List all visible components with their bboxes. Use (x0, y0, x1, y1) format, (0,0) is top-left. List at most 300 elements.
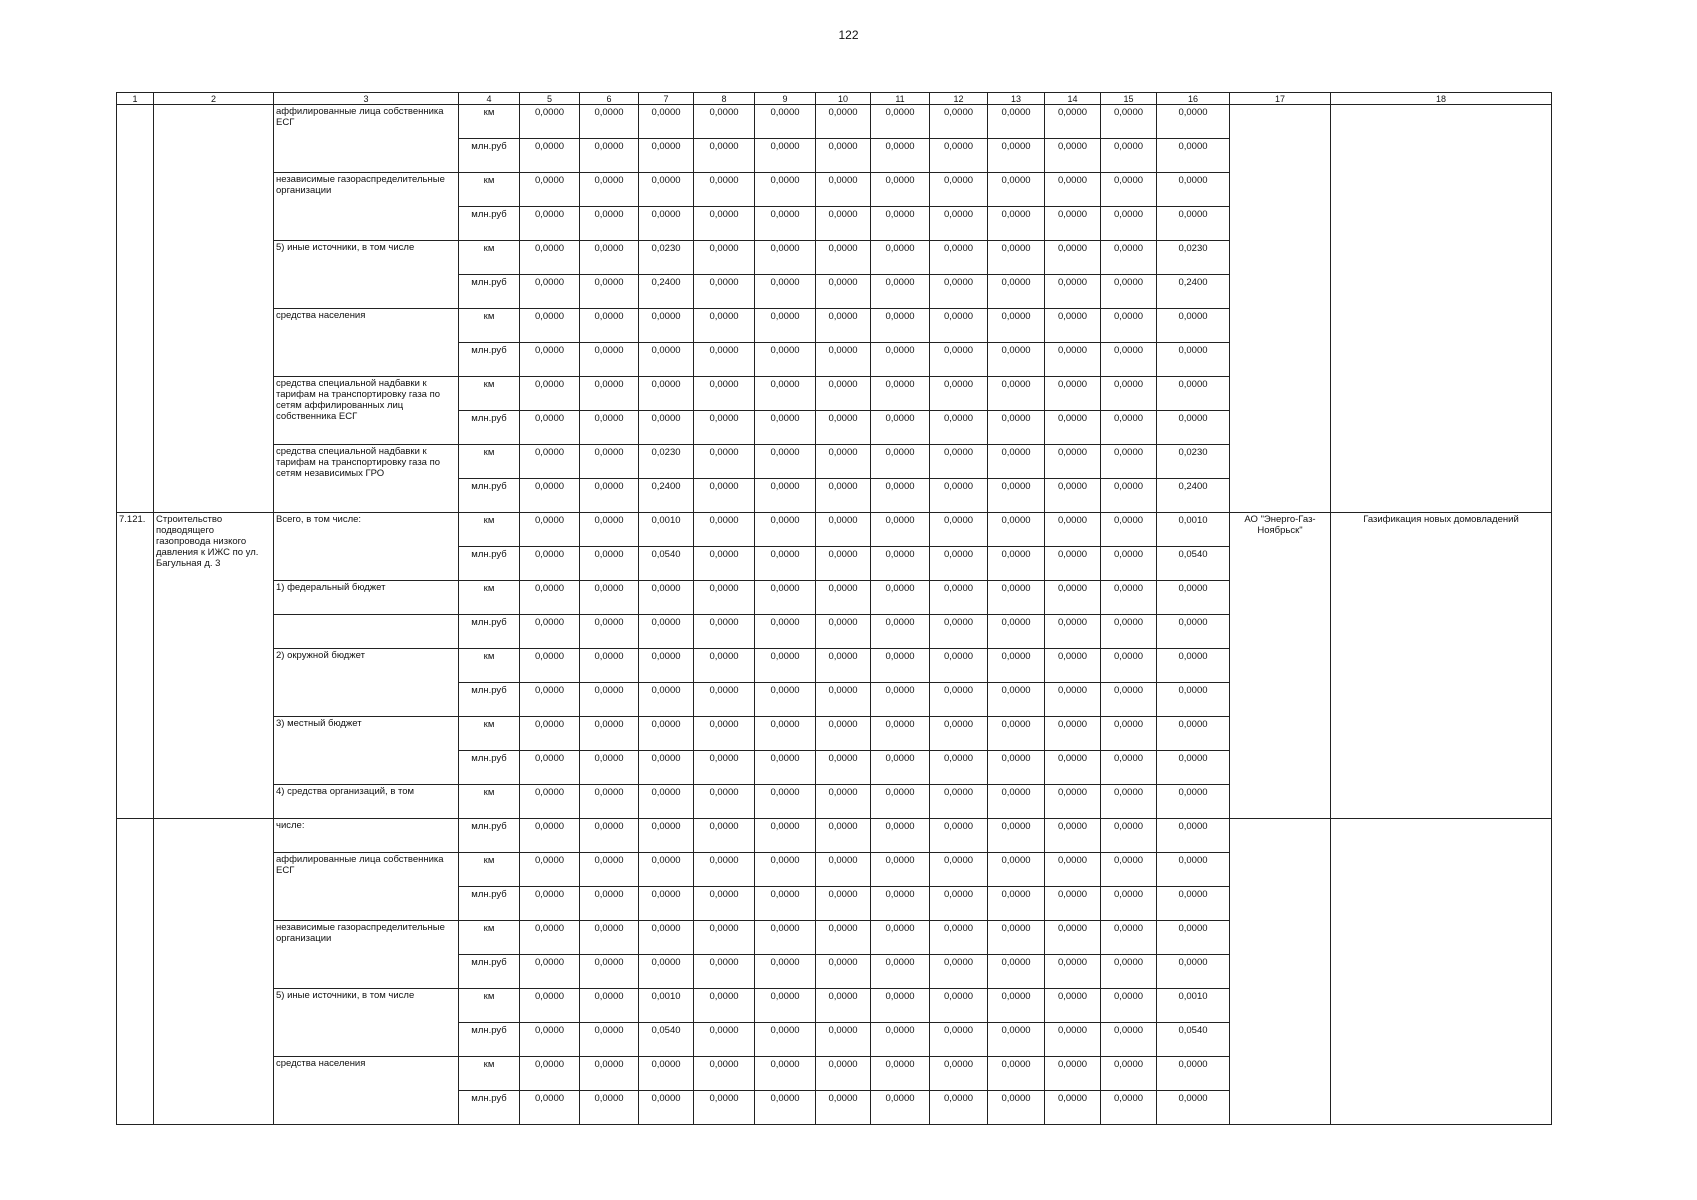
value-cell: 0,0000 (580, 717, 639, 751)
value-cell: 0,0000 (1045, 1091, 1101, 1125)
value-cell: 0,0000 (639, 819, 694, 853)
value-cell: 0,0540 (639, 1023, 694, 1057)
funding-source: средства населения (274, 1057, 459, 1125)
value-cell: 0,0000 (871, 343, 930, 377)
unit: км (459, 309, 520, 343)
column-number-10: 10 (816, 93, 871, 105)
value-cell: 0,0000 (871, 105, 930, 139)
value-cell: 0,0000 (988, 1057, 1045, 1091)
value-cell: 0,0000 (755, 785, 816, 819)
item-name (154, 105, 274, 513)
unit: км (459, 377, 520, 411)
value-cell: 0,0000 (580, 479, 639, 513)
value-cell: 0,0000 (580, 853, 639, 887)
value-cell: 0,0000 (988, 649, 1045, 683)
value-cell: 0,0540 (639, 547, 694, 581)
value-cell: 0,0000 (871, 683, 930, 717)
funding-source: независимые газораспределительные организации (274, 173, 459, 241)
value-cell: 0,0000 (1101, 581, 1157, 615)
value-cell: 0,0000 (930, 921, 988, 955)
value-cell: 0,0000 (988, 309, 1045, 343)
value-cell: 0,0000 (580, 921, 639, 955)
value-cell: 0,0000 (930, 649, 988, 683)
value-cell: 0,0000 (816, 479, 871, 513)
value-cell: 0,0000 (1045, 207, 1101, 241)
value-cell: 0,0000 (520, 785, 580, 819)
item-number (117, 105, 154, 513)
value-cell: 0,0000 (1101, 989, 1157, 1023)
value-cell: 0,0000 (1101, 955, 1157, 989)
value-cell: 0,0000 (580, 445, 639, 479)
table-row (117, 819, 1552, 853)
value-cell: 0,0000 (755, 649, 816, 683)
value-cell: 0,0000 (520, 207, 580, 241)
value-cell: 0,0000 (755, 955, 816, 989)
value-cell: 0,0000 (871, 513, 930, 547)
value-cell: 0,0000 (1157, 139, 1230, 173)
value-cell: 0,0000 (694, 785, 755, 819)
value-cell: 0,0230 (639, 445, 694, 479)
value-cell: 0,0000 (1045, 819, 1101, 853)
value-cell: 0,0000 (520, 241, 580, 275)
unit: км (459, 717, 520, 751)
value-cell: 0,0000 (520, 513, 580, 547)
value-cell: 0,0000 (988, 1091, 1045, 1125)
value-cell: 0,0000 (816, 921, 871, 955)
value-cell: 0,0000 (1101, 649, 1157, 683)
value-cell: 0,0000 (694, 173, 755, 207)
value-cell: 0,0000 (520, 479, 580, 513)
value-cell: 0,0000 (1157, 411, 1230, 445)
value-cell: 0,0000 (1157, 377, 1230, 411)
responsible-organization (1230, 819, 1331, 1125)
value-cell: 0,0000 (871, 173, 930, 207)
value-cell: 0,0000 (755, 853, 816, 887)
funding-source: независимые газораспределительные организации (274, 921, 459, 989)
value-cell: 0,0000 (694, 581, 755, 615)
unit: млн.руб (459, 479, 520, 513)
value-cell: 0,0000 (639, 1057, 694, 1091)
value-cell: 0,0000 (871, 785, 930, 819)
value-cell: 0,0000 (520, 853, 580, 887)
value-cell: 0,0000 (1101, 615, 1157, 649)
value-cell: 0,0000 (1045, 343, 1101, 377)
value-cell: 0,0000 (580, 411, 639, 445)
value-cell: 0,0000 (1101, 921, 1157, 955)
table-row (117, 513, 1552, 547)
value-cell: 0,0000 (930, 241, 988, 275)
value-cell: 0,0000 (930, 207, 988, 241)
unit: млн.руб (459, 207, 520, 241)
value-cell: 0,0000 (1157, 751, 1230, 785)
value-cell: 0,0000 (930, 955, 988, 989)
unit: млн.руб (459, 819, 520, 853)
value-cell: 0,0000 (694, 309, 755, 343)
item-name: Строительство подводящего газопровода низкого давления к ИЖС по ул. Багульная д. 3 (154, 513, 274, 819)
unit: км (459, 785, 520, 819)
value-cell: 0,0000 (816, 173, 871, 207)
unit: км (459, 105, 520, 139)
value-cell: 0,0000 (580, 819, 639, 853)
unit: млн.руб (459, 547, 520, 581)
value-cell: 0,0000 (1045, 105, 1101, 139)
value-cell: 0,0000 (580, 751, 639, 785)
value-cell: 0,0010 (639, 513, 694, 547)
value-cell: 0,0000 (1101, 411, 1157, 445)
value-cell: 0,0000 (930, 683, 988, 717)
column-number-6: 6 (580, 93, 639, 105)
value-cell: 0,0000 (988, 989, 1045, 1023)
value-cell: 0,0000 (988, 887, 1045, 921)
unit: млн.руб (459, 615, 520, 649)
value-cell: 0,0000 (694, 819, 755, 853)
value-cell: 0,0000 (871, 445, 930, 479)
value-cell: 0,0000 (988, 547, 1045, 581)
value-cell: 0,0000 (871, 1091, 930, 1125)
funding-source: 4) средства организаций, в том (274, 785, 459, 819)
value-cell: 0,0000 (816, 887, 871, 921)
unit: км (459, 581, 520, 615)
value-cell: 0,0010 (1157, 513, 1230, 547)
value-cell: 0,0000 (755, 479, 816, 513)
value-cell: 0,0000 (871, 717, 930, 751)
value-cell: 0,0000 (930, 309, 988, 343)
value-cell: 0,0000 (639, 309, 694, 343)
value-cell: 0,0000 (816, 581, 871, 615)
value-cell: 0,0000 (694, 717, 755, 751)
value-cell: 0,0000 (580, 309, 639, 343)
value-cell: 0,0000 (816, 139, 871, 173)
value-cell: 0,0000 (694, 921, 755, 955)
column-number-2: 2 (154, 93, 274, 105)
unit: км (459, 445, 520, 479)
value-cell: 0,0000 (988, 955, 1045, 989)
value-cell: 0,0000 (580, 1023, 639, 1057)
value-cell: 0,0000 (1101, 683, 1157, 717)
value-cell: 0,0000 (930, 1091, 988, 1125)
value-cell: 0,0000 (1157, 207, 1230, 241)
value-cell: 0,0000 (1101, 513, 1157, 547)
value-cell: 0,0000 (988, 105, 1045, 139)
value-cell: 0,0000 (1101, 207, 1157, 241)
value-cell: 0,0000 (580, 581, 639, 615)
value-cell: 0,0000 (816, 207, 871, 241)
value-cell: 0,0000 (520, 887, 580, 921)
value-cell: 0,0000 (930, 479, 988, 513)
value-cell: 0,0000 (871, 275, 930, 309)
column-number-5: 5 (520, 93, 580, 105)
value-cell: 0,0000 (694, 989, 755, 1023)
funding-source: 2) окружной бюджет (274, 649, 459, 717)
column-number-17: 17 (1230, 93, 1331, 105)
value-cell: 0,0000 (639, 581, 694, 615)
value-cell: 0,0000 (816, 377, 871, 411)
value-cell: 0,0000 (1157, 887, 1230, 921)
value-cell: 0,0000 (1045, 173, 1101, 207)
value-cell: 0,0000 (816, 411, 871, 445)
value-cell: 0,0000 (930, 377, 988, 411)
value-cell: 0,0000 (755, 105, 816, 139)
value-cell: 0,0000 (1045, 275, 1101, 309)
value-cell: 0,0000 (816, 785, 871, 819)
value-cell: 0,0000 (694, 241, 755, 275)
value-cell: 0,0000 (755, 411, 816, 445)
value-cell: 0,0000 (755, 1057, 816, 1091)
value-cell: 0,0000 (755, 615, 816, 649)
value-cell: 0,0230 (1157, 241, 1230, 275)
value-cell: 0,0000 (694, 139, 755, 173)
value-cell: 0,0000 (930, 445, 988, 479)
value-cell: 0,0000 (1045, 309, 1101, 343)
value-cell: 0,0000 (871, 377, 930, 411)
column-number-12: 12 (930, 93, 988, 105)
value-cell: 0,0000 (816, 105, 871, 139)
project-purpose (1331, 105, 1552, 513)
value-cell: 0,0000 (755, 139, 816, 173)
value-cell: 0,0000 (755, 445, 816, 479)
value-cell: 0,0000 (930, 343, 988, 377)
value-cell: 0,0000 (694, 377, 755, 411)
value-cell: 0,0000 (988, 411, 1045, 445)
value-cell: 0,0000 (1157, 921, 1230, 955)
value-cell: 0,0000 (1157, 649, 1230, 683)
value-cell: 0,0000 (755, 717, 816, 751)
value-cell: 0,0000 (1045, 649, 1101, 683)
value-cell: 0,0000 (1101, 105, 1157, 139)
value-cell: 0,0000 (816, 955, 871, 989)
value-cell: 0,0000 (816, 513, 871, 547)
funding-source: 1) федеральный бюджет (274, 581, 459, 615)
value-cell: 0,0000 (639, 411, 694, 445)
value-cell: 0,0000 (520, 717, 580, 751)
value-cell: 0,0000 (1157, 1091, 1230, 1125)
value-cell: 0,0000 (988, 241, 1045, 275)
value-cell: 0,0000 (755, 173, 816, 207)
value-cell: 0,0000 (1101, 1091, 1157, 1125)
value-cell: 0,0000 (639, 853, 694, 887)
value-cell: 0,0000 (988, 683, 1045, 717)
value-cell: 0,0000 (871, 921, 930, 955)
value-cell: 0,0000 (1101, 785, 1157, 819)
value-cell: 0,0000 (755, 921, 816, 955)
value-cell: 0,0000 (816, 309, 871, 343)
value-cell: 0,0000 (694, 411, 755, 445)
value-cell: 0,0000 (816, 717, 871, 751)
column-number-13: 13 (988, 93, 1045, 105)
value-cell: 0,0000 (930, 751, 988, 785)
funding-source: 3) местный бюджет (274, 717, 459, 785)
value-cell: 0,0000 (639, 717, 694, 751)
value-cell: 0,0000 (930, 1057, 988, 1091)
column-number-18: 18 (1331, 93, 1552, 105)
value-cell: 0,0000 (1045, 955, 1101, 989)
value-cell: 0,0000 (988, 275, 1045, 309)
value-cell: 0,0000 (520, 989, 580, 1023)
value-cell: 0,0000 (1157, 785, 1230, 819)
value-cell: 0,0000 (1157, 683, 1230, 717)
column-number-1: 1 (117, 93, 154, 105)
value-cell: 0,0000 (580, 241, 639, 275)
value-cell: 0,0000 (580, 1057, 639, 1091)
value-cell: 0,0000 (580, 513, 639, 547)
value-cell: 0,0000 (639, 207, 694, 241)
value-cell: 0,0000 (520, 105, 580, 139)
value-cell: 0,0000 (694, 1091, 755, 1125)
value-cell: 0,0000 (988, 207, 1045, 241)
value-cell: 0,0000 (816, 343, 871, 377)
value-cell: 0,0000 (1157, 173, 1230, 207)
value-cell: 0,0000 (930, 139, 988, 173)
value-cell: 0,2400 (1157, 479, 1230, 513)
value-cell: 0,0000 (639, 105, 694, 139)
value-cell: 0,0000 (1157, 105, 1230, 139)
value-cell: 0,0000 (930, 513, 988, 547)
value-cell: 0,0000 (930, 717, 988, 751)
unit: млн.руб (459, 751, 520, 785)
funding-source: аффилированные лица собственника ЕСГ (274, 105, 459, 173)
value-cell: 0,0000 (639, 377, 694, 411)
value-cell: 0,0000 (816, 683, 871, 717)
unit: км (459, 241, 520, 275)
value-cell: 0,0000 (1045, 853, 1101, 887)
value-cell: 0,0000 (816, 1091, 871, 1125)
value-cell: 0,0000 (694, 751, 755, 785)
project-purpose: Газификация новых домовладений (1331, 513, 1552, 819)
value-cell: 0,0000 (755, 309, 816, 343)
value-cell: 0,2400 (1157, 275, 1230, 309)
value-cell: 0,0000 (694, 853, 755, 887)
value-cell: 0,0000 (694, 683, 755, 717)
value-cell: 0,0000 (871, 581, 930, 615)
value-cell: 0,0000 (816, 751, 871, 785)
value-cell: 0,0000 (755, 887, 816, 921)
value-cell: 0,0000 (580, 1091, 639, 1125)
value-cell: 0,0000 (1045, 241, 1101, 275)
value-cell: 0,0000 (930, 581, 988, 615)
unit: км (459, 1057, 520, 1091)
value-cell: 0,0000 (520, 377, 580, 411)
column-number-8: 8 (694, 93, 755, 105)
item-name (154, 819, 274, 1125)
column-number-9: 9 (755, 93, 816, 105)
funding-source: средства специальной надбавки к тарифам на транспортировку газа по сетям независимых ГРО (274, 445, 459, 513)
value-cell: 0,0000 (1101, 717, 1157, 751)
value-cell: 0,0000 (1101, 887, 1157, 921)
value-cell: 0,0000 (755, 207, 816, 241)
value-cell: 0,0000 (639, 955, 694, 989)
value-cell: 0,0000 (755, 1023, 816, 1057)
value-cell: 0,0000 (871, 411, 930, 445)
value-cell: 0,0000 (930, 547, 988, 581)
funding-source: Всего, в том числе: (274, 513, 459, 581)
value-cell: 0,0000 (580, 785, 639, 819)
value-cell: 0,0000 (580, 887, 639, 921)
column-number-11: 11 (871, 93, 930, 105)
value-cell: 0,0000 (1045, 1057, 1101, 1091)
value-cell: 0,0000 (694, 955, 755, 989)
value-cell: 0,0000 (580, 275, 639, 309)
value-cell: 0,0000 (1157, 1057, 1230, 1091)
value-cell: 0,0000 (694, 615, 755, 649)
value-cell: 0,0000 (1101, 445, 1157, 479)
value-cell: 0,0000 (1157, 309, 1230, 343)
value-cell: 0,0000 (871, 479, 930, 513)
value-cell: 0,0000 (520, 275, 580, 309)
value-cell: 0,0000 (988, 343, 1045, 377)
unit: млн.руб (459, 1091, 520, 1125)
value-cell: 0,0000 (520, 139, 580, 173)
value-cell: 0,0540 (1157, 1023, 1230, 1057)
value-cell: 0,0000 (871, 241, 930, 275)
value-cell: 0,0000 (1045, 547, 1101, 581)
value-cell: 0,0000 (520, 615, 580, 649)
value-cell: 0,0000 (639, 343, 694, 377)
value-cell: 0,0000 (1101, 819, 1157, 853)
value-cell: 0,0000 (816, 819, 871, 853)
value-cell: 0,0000 (520, 683, 580, 717)
value-cell: 0,0000 (1045, 785, 1101, 819)
value-cell: 0,0000 (520, 343, 580, 377)
value-cell: 0,0000 (871, 887, 930, 921)
value-cell: 0,2400 (639, 479, 694, 513)
value-cell: 0,0000 (580, 377, 639, 411)
value-cell: 0,0000 (755, 989, 816, 1023)
value-cell: 0,0000 (816, 275, 871, 309)
funding-source: 5) иные источники, в том числе (274, 989, 459, 1057)
value-cell: 0,0000 (871, 615, 930, 649)
value-cell: 0,0000 (988, 615, 1045, 649)
value-cell: 0,0000 (520, 921, 580, 955)
value-cell: 0,0000 (694, 343, 755, 377)
value-cell: 0,0000 (1101, 173, 1157, 207)
unit: км (459, 853, 520, 887)
value-cell: 0,0000 (988, 751, 1045, 785)
value-cell: 0,0000 (930, 411, 988, 445)
value-cell: 0,0000 (755, 1091, 816, 1125)
value-cell: 0,0000 (1101, 241, 1157, 275)
value-cell: 0,0000 (871, 547, 930, 581)
project-purpose (1331, 819, 1552, 1125)
unit: млн.руб (459, 1023, 520, 1057)
value-cell: 0,0000 (871, 1057, 930, 1091)
value-cell: 0,0010 (639, 989, 694, 1023)
value-cell: 0,0540 (1157, 547, 1230, 581)
unit: млн.руб (459, 139, 520, 173)
value-cell: 0,0000 (871, 309, 930, 343)
value-cell: 0,0000 (988, 173, 1045, 207)
value-cell: 0,0000 (1157, 955, 1230, 989)
value-cell: 0,0000 (1101, 377, 1157, 411)
value-cell: 0,0000 (988, 717, 1045, 751)
value-cell: 0,0000 (871, 853, 930, 887)
value-cell: 0,0000 (694, 275, 755, 309)
value-cell: 0,0000 (988, 1023, 1045, 1057)
table-row (117, 105, 1552, 139)
value-cell: 0,0000 (755, 581, 816, 615)
value-cell: 0,2400 (639, 275, 694, 309)
value-cell: 0,0000 (580, 139, 639, 173)
value-cell: 0,0010 (1157, 989, 1230, 1023)
value-cell: 0,0000 (639, 615, 694, 649)
value-cell: 0,0000 (755, 751, 816, 785)
value-cell: 0,0000 (988, 921, 1045, 955)
value-cell: 0,0000 (639, 139, 694, 173)
value-cell: 0,0000 (520, 1057, 580, 1091)
value-cell: 0,0000 (580, 207, 639, 241)
value-cell: 0,0000 (1101, 853, 1157, 887)
value-cell: 0,0000 (871, 989, 930, 1023)
value-cell: 0,0000 (520, 819, 580, 853)
